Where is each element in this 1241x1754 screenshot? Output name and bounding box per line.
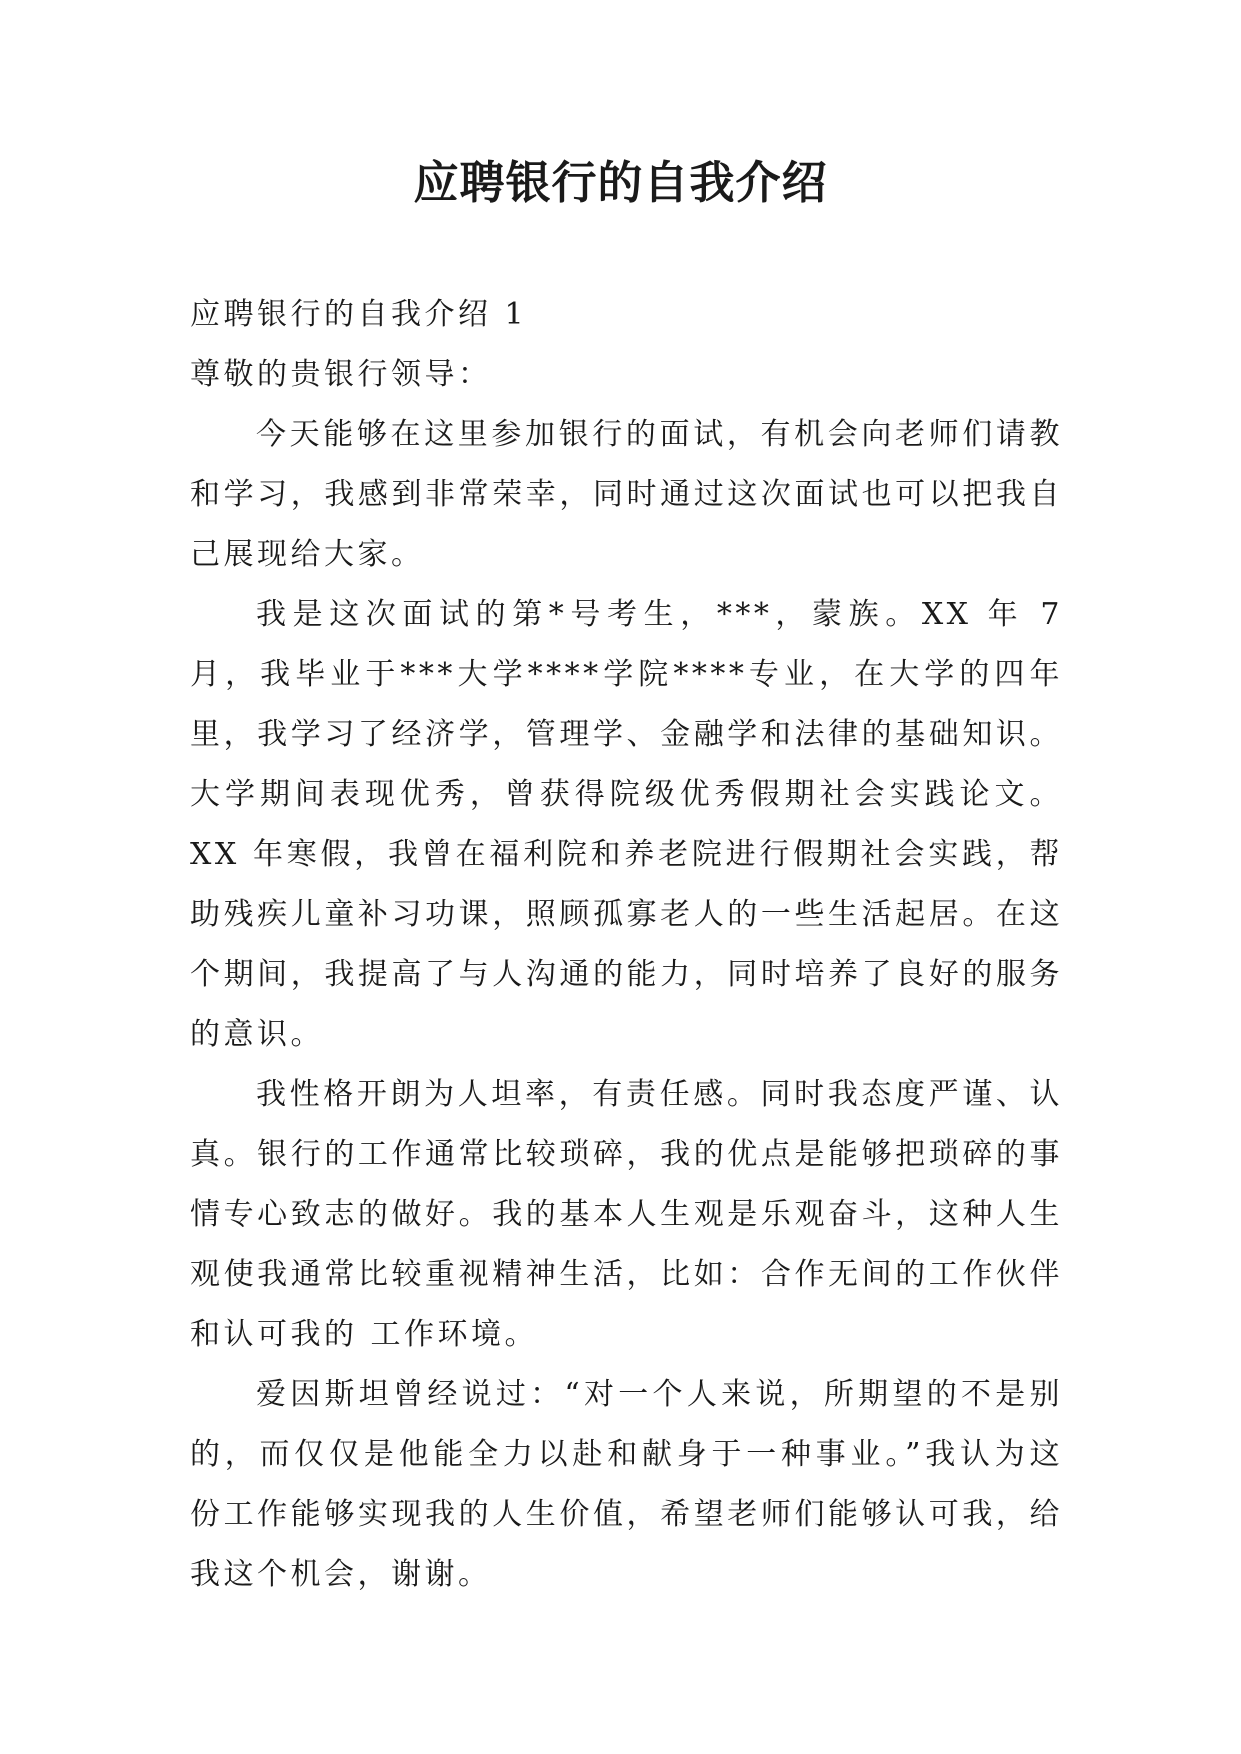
paragraph-1: 今天能够在这里参加银行的面试，有机会向老师们请教和学习，我感到非常荣幸，同时通过这次面试也可以把我自己展现给大家。 [190,417,1063,572]
section-heading: 应聘银行的自我介绍 1 [190,297,528,332]
salutation: 尊敬的贵银行领导： [190,357,492,392]
document-title: 应聘银行的自我介绍 [413,156,828,209]
paragraph-4: 爱因斯坦曾经说过：“对一个人来说，所期望的不是别的，而仅仅是他能全力以赴和献身于一种事业。”我认为这份工作能够实现我的人生价值，希望老师们能够认可我，给我这个机会，谢谢。 [190,1377,1063,1592]
document-body [190,285,1063,1605]
paragraph-2: 我是这次面试的第*号考生，***，蒙族。XX 年 7 月，我毕业于***大学****学院****专业，在大学的四年里，我学习了经济学，管理学、金融学和法律的基础知识。大学期间表现优秀，曾获得院级优秀假期社会实践论文。XX 年寒假，我曾在福利院和养老院进行假期社会实践，帮助残疾儿童补习功课，照顾孤寡老人的一些生活起居。在这个期间，我提高了与人沟通的能力，同时培养了良好的服务的意识。 [190,597,1063,1052]
paragraph-3: 我性格开朗为人坦率，有责任感。同时我态度严谨、认真。银行的工作通常比较琐碎，我的优点是能够把琐碎的事情专心致志的做好。我的基本人生观是乐观奋斗，这种人生观使我通常比较重视精神生活，比如：合作无间的工作伙伴和认可我的 工作环境。 [190,1077,1063,1352]
